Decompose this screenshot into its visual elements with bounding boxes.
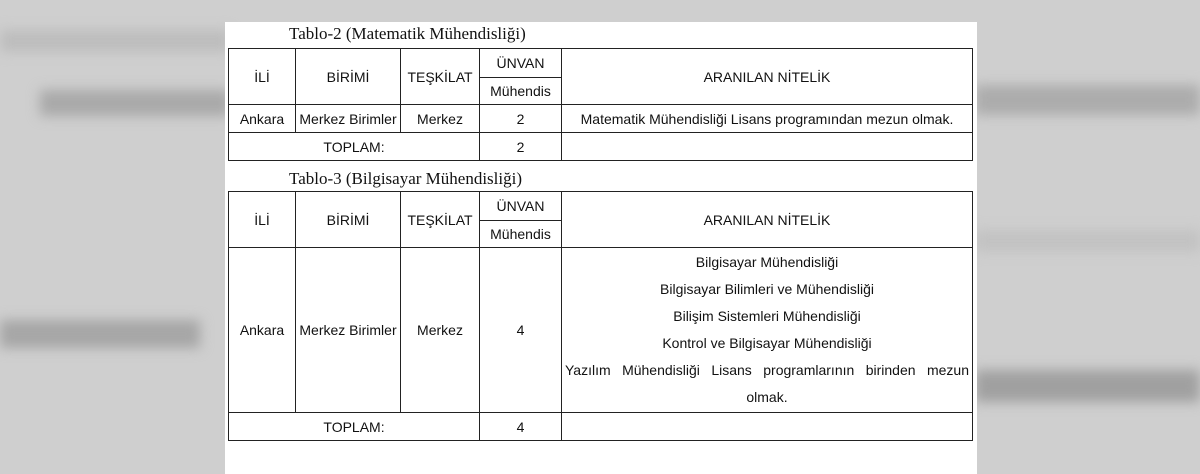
background-blur bbox=[0, 30, 230, 52]
total-value: 4 bbox=[480, 413, 562, 441]
requirements-table-math bbox=[228, 48, 973, 161]
total-empty bbox=[562, 133, 973, 161]
table-row bbox=[229, 248, 973, 413]
cell-teskilat: Merkez bbox=[401, 105, 480, 133]
background-blur bbox=[0, 320, 200, 348]
nitelik-line: Bilişim Sistemleri Mühendisliği bbox=[673, 308, 861, 324]
total-row bbox=[229, 133, 973, 161]
background-blur bbox=[40, 90, 230, 116]
total-value: 2 bbox=[480, 133, 562, 161]
background-blur bbox=[975, 370, 1200, 402]
header-birim: BİRİMİ bbox=[296, 192, 401, 248]
header-unvan: ÜNVAN bbox=[480, 192, 562, 221]
header-teskilat: TEŞKİLAT bbox=[401, 192, 480, 248]
header-teskilat: TEŞKİLAT bbox=[401, 49, 480, 105]
total-label: TOPLAM: bbox=[229, 413, 480, 441]
header-il: İLİ bbox=[229, 192, 296, 248]
background-blur bbox=[975, 230, 1200, 252]
cell-birim: Merkez Birimler bbox=[296, 248, 401, 413]
cell-count: 4 bbox=[480, 248, 562, 413]
header-unvan: ÜNVAN bbox=[480, 49, 562, 78]
nitelik-line: Bilgisayar Mühendisliği bbox=[695, 254, 839, 270]
requirements-table-computer bbox=[228, 191, 973, 441]
total-row bbox=[229, 413, 973, 441]
cell-il: Ankara bbox=[229, 248, 296, 413]
background-blur bbox=[975, 85, 1200, 115]
header-birim: BİRİMİ bbox=[296, 49, 401, 105]
header-unvan-sub: Mühendis bbox=[480, 78, 562, 105]
nitelik-line: Bilgisayar Bilimleri ve Mühendisliği bbox=[660, 281, 874, 297]
header-nitelik: ARANILAN NİTELİK bbox=[562, 192, 973, 248]
cell-birim: Merkez Birimler bbox=[296, 105, 401, 133]
nitelik-line: Kontrol ve Bilgisayar Mühendisliği bbox=[662, 335, 872, 351]
document-page bbox=[225, 22, 977, 474]
cell-nitelik bbox=[562, 248, 973, 413]
table-caption: Tablo-2 (Matematik Mühendisliği) bbox=[289, 24, 526, 43]
header-nitelik: ARANILAN NİTELİK bbox=[562, 49, 973, 105]
header-unvan-sub: Mühendis bbox=[480, 221, 562, 248]
table-caption: Tablo-3 (Bilgisayar Mühendisliği) bbox=[289, 169, 522, 188]
cell-teskilat: Merkez bbox=[401, 248, 480, 413]
cell-il: Ankara bbox=[229, 105, 296, 133]
nitelik-line: olmak. bbox=[746, 389, 788, 405]
total-label: TOPLAM: bbox=[229, 133, 480, 161]
cell-nitelik: Matematik Mühendisliği Lisans programından mezun olmak. bbox=[562, 105, 973, 133]
cell-count: 2 bbox=[480, 105, 562, 133]
header-il: İLİ bbox=[229, 49, 296, 105]
nitelik-line: Yazılım Mühendisliği Lisans programlarının birinden mezun bbox=[565, 362, 969, 378]
table-row bbox=[229, 105, 973, 133]
total-empty bbox=[562, 413, 973, 441]
